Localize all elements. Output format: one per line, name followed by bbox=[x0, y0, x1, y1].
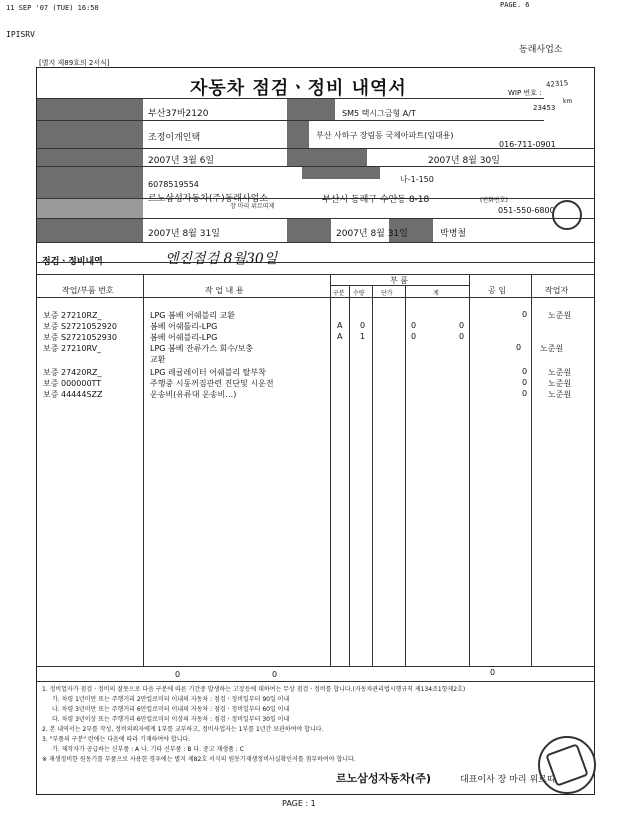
row-part-no: 보증 27210RV_ bbox=[43, 344, 102, 353]
note-line: 가. 제작자가 공급하는 신부품 : A 나. 기타 신부품 : B 다. 중고 재생품 : C bbox=[52, 746, 244, 753]
details-label: 점검ㆍ정비내역 bbox=[42, 257, 103, 267]
fax-sender: IPISRV bbox=[6, 30, 35, 39]
row-content: 교환 bbox=[150, 355, 166, 364]
row-content: 봄베 어쉐틀리-LPG bbox=[150, 322, 218, 331]
row-content: LPG 레귤레이터 어쉐블리 탈부착 bbox=[150, 368, 266, 377]
label-cell-model bbox=[287, 99, 335, 120]
row-content: 운송비(유류대 운송비…) bbox=[150, 390, 237, 399]
seal-inner-square bbox=[545, 743, 589, 787]
row-labor: 0 bbox=[522, 378, 528, 387]
row-part-no: 보증 S2721052920 bbox=[43, 322, 117, 331]
row-labor: 0 bbox=[522, 310, 528, 319]
fax-timestamp: 11 SEP '07 (TUE) 16:50 bbox=[6, 4, 99, 12]
note-line: 나. 차령 3년미만 또는 주행거리 6만킬로미터 이내의 자동차 : 점검ㆍ정비일부터 60일 이내 bbox=[52, 706, 290, 713]
total-labor: 0 bbox=[272, 670, 278, 679]
page-footer: PAGE : 1 bbox=[282, 799, 316, 808]
header-content: 작 업 내 용 bbox=[205, 286, 244, 295]
row-unit-price: 0 bbox=[411, 332, 417, 341]
header-qty: 수량 bbox=[353, 290, 365, 297]
mileage-unit: km bbox=[563, 98, 573, 105]
header-worker: 작업자 bbox=[545, 286, 569, 295]
wip-number: 42315 bbox=[545, 79, 569, 89]
label-cell-permit bbox=[302, 167, 380, 179]
total-parts: 0 bbox=[175, 670, 181, 679]
label-cell-biz bbox=[37, 167, 143, 198]
vehicle-owner: 조정이개인택 bbox=[148, 133, 201, 143]
shop-permit-no: 나-1-150 bbox=[400, 175, 434, 184]
shop-seal-stamp bbox=[552, 200, 582, 230]
mechanic-name: 박병철 bbox=[440, 229, 467, 239]
header-labor: 공 임 bbox=[488, 286, 506, 295]
shop-rep-name: 장 마리 위르띠제 bbox=[230, 203, 275, 210]
row-content: 주행중 시동꺼짐관련 진단및 시운전 bbox=[150, 379, 274, 388]
shop-tel: 051-550-6800 bbox=[498, 206, 555, 215]
label-cell-date bbox=[37, 219, 143, 242]
representative: 대표이사 장 마리 위르띠 bbox=[460, 775, 556, 785]
row-worker: 노준원 bbox=[548, 379, 572, 388]
label-cell-reg-no bbox=[37, 99, 143, 120]
header-part-no: 작업/부품 번호 bbox=[62, 286, 114, 295]
wip-label: WIP 번호 : bbox=[508, 89, 542, 97]
header-kind: 구분 bbox=[333, 290, 345, 297]
row-amount: 0 bbox=[459, 321, 465, 330]
company-seal-stamp bbox=[538, 736, 596, 794]
note-line: 3. "부품의 구분" 란에는 다음에 따라 기재하여야 합니다. bbox=[42, 736, 191, 743]
row-part-no: 보증 27420RZ_ bbox=[43, 368, 102, 377]
fax-page-number: PAGE. 6 bbox=[500, 1, 530, 9]
note-line: 다. 차령 3년이상 또는 주행거리 6만킬로미터 이상의 자동차 : 점검ㆍ정비일부터 30일 이내 bbox=[52, 716, 290, 723]
label-cell-reg-date bbox=[37, 149, 143, 166]
vehicle-model: SM5 택시그금형 A/T bbox=[342, 109, 416, 118]
row-part-no: 보증 27210RZ_ bbox=[43, 311, 102, 320]
row-content: LPG 봄베 잔류가스 회수/보충 bbox=[150, 344, 254, 353]
label-cell-inspect-date bbox=[287, 149, 367, 166]
row-qty: 1 bbox=[360, 332, 366, 341]
shop-name: 르노삼성자동차(주)동래사업소 bbox=[148, 194, 269, 204]
total-grand: 0 bbox=[490, 668, 496, 677]
details-handwritten: 엔진점검 8월30일 bbox=[165, 251, 278, 267]
form-number: [별지 제89호의 2서식] bbox=[39, 59, 110, 67]
issue-date-1: 2007년 8월 31일 bbox=[148, 229, 220, 239]
issue-date-2: 2007년 8월 31일 bbox=[336, 229, 408, 239]
inspect-date: 2007년 8월 30일 bbox=[428, 156, 500, 166]
header-unit-price: 단가 bbox=[381, 290, 393, 297]
owner-phone: 016-711-0901 bbox=[499, 140, 556, 149]
row-content: LPG 봄베 어쉐블리 교환 bbox=[150, 311, 235, 320]
document-title: 자동차 점검ㆍ정비 내역서 bbox=[190, 78, 407, 99]
header-parts: 부 품 bbox=[390, 276, 408, 285]
note-line: ※ 재생정비한 원동기를 부품으로 사용한 경우에는 별지 제82호 서식의 원동기재생정비사실확인서를 첨부하여야 합니다. bbox=[42, 756, 356, 763]
row-amount: 0 bbox=[459, 332, 465, 341]
row-labor: 0 bbox=[522, 389, 528, 398]
note-line: 1. 정비업자가 점검ㆍ정비의 잘못으로 다음 구분에 따른 기간중 발생하는 고장등에 대하여는 무상 점검ㆍ정비를 합니다.(자동차관리법시행규칙 제134조1항제2호) bbox=[42, 686, 466, 693]
row-unit-price: 0 bbox=[411, 321, 417, 330]
vehicle-reg-date: 2007년 3월 6일 bbox=[148, 156, 215, 166]
row-worker: 노준원 bbox=[548, 390, 572, 399]
owner-address: 부산 사하구 장림동 국제아파트(임대용) bbox=[316, 131, 454, 140]
row-part-no: 보증 S2721052930 bbox=[43, 333, 117, 342]
row-kind: A bbox=[337, 321, 343, 330]
row-part-no: 보증 000000TT bbox=[43, 379, 102, 388]
shop-biz-no: 6078519554 bbox=[148, 180, 199, 189]
row-worker: 노준원 bbox=[540, 344, 564, 353]
label-cell-owner bbox=[37, 121, 143, 148]
row-kind: A bbox=[337, 332, 343, 341]
label-cell-date2 bbox=[287, 219, 331, 242]
vehicle-reg-no: 부산37바2120 bbox=[148, 109, 209, 119]
row-qty: 0 bbox=[360, 321, 366, 330]
mileage: 23453 bbox=[533, 104, 556, 112]
company-name: 르노삼성자동차(주) bbox=[336, 772, 432, 785]
row-content: 봄베 어쉐블리-LPG bbox=[150, 333, 218, 342]
shop-address: 부산시 동래구 수안동 8-18 bbox=[322, 195, 430, 205]
row-labor: 0 bbox=[522, 367, 528, 376]
label-cell-address bbox=[287, 121, 309, 148]
branch-name: 동래사업소 bbox=[519, 45, 563, 55]
header-amount: 계 bbox=[433, 290, 439, 297]
row-labor: 0 bbox=[516, 343, 522, 352]
row-part-no: 보증 44444SZZ bbox=[43, 390, 103, 399]
label-cell-shop bbox=[37, 199, 143, 218]
row-worker: 노준원 bbox=[548, 311, 572, 320]
note-line: 가. 차령 1년미만 또는 주행거리 2만킬로미터 이내의 자동차 : 점검ㆍ정비일부터 90일 이내 bbox=[52, 696, 290, 703]
row-worker: 노준원 bbox=[548, 368, 572, 377]
note-line: 2. 본 내역서는 2부를 작성, 정비의뢰자에게 1부를 교부하고, 정비사업자는 1부를 1년간 보관하여야 합니다. bbox=[42, 726, 324, 733]
shop-tel-label: (전화번호) bbox=[480, 197, 508, 204]
